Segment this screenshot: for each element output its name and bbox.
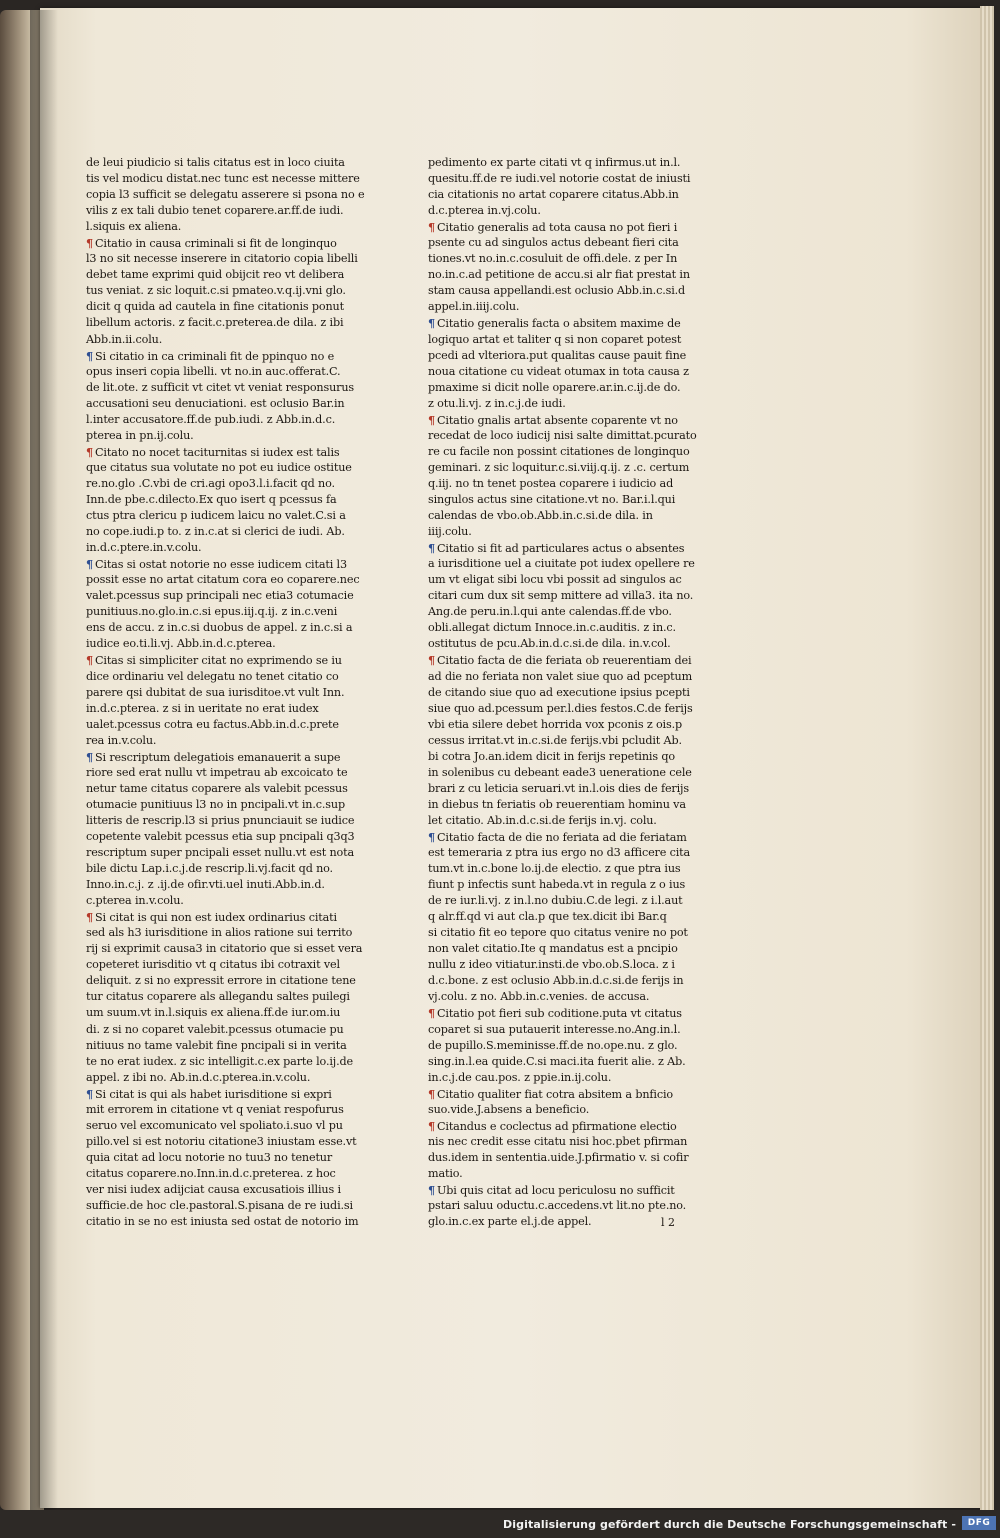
text-line bbox=[86, 444, 358, 460]
line-text: copeteret iurisditio vt q citatus ibi cotraxit vel bbox=[86, 958, 340, 972]
line-text: no cope.iudi.p to. z in.c.at si clerici de iudi. Ab. bbox=[86, 525, 345, 539]
line-text: de lit.ote. z sufficit vt citet vt veniat responsurus bbox=[86, 380, 354, 394]
text-line bbox=[428, 717, 698, 733]
line-text: Abb.in.ii.colu. bbox=[86, 332, 163, 346]
text-line bbox=[86, 171, 358, 187]
text-line bbox=[86, 540, 358, 556]
text-line bbox=[86, 845, 358, 861]
right-text-column bbox=[428, 155, 698, 1230]
text-line bbox=[86, 685, 358, 701]
line-text: Citatio generalis facta o absitem maxime de bbox=[437, 317, 681, 331]
line-text: pillo.vel si est notoriu citatione3 iniustam esse.vt bbox=[86, 1134, 357, 1148]
text-line bbox=[86, 669, 358, 685]
text-line bbox=[428, 765, 698, 781]
line-text: dus.idem in sententia.uide.J.pfirmatio v. si cofir bbox=[428, 1150, 689, 1164]
line-text: te no erat iudex. z sic intelligit.c.ex parte lo.ij.de bbox=[86, 1054, 353, 1068]
text-line bbox=[86, 219, 358, 235]
paragraph-mark-red: ¶ bbox=[86, 444, 93, 459]
line-text: de leui piudicio si talis citatus est in loco ciuita bbox=[86, 156, 345, 169]
line-text: logiquo artat et taliter q si non coparet potest bbox=[428, 332, 682, 346]
text-line bbox=[86, 412, 358, 428]
text-line bbox=[86, 203, 358, 219]
line-text: dicit q quida ad cautela in fine citationis ponut bbox=[86, 300, 344, 314]
text-line bbox=[428, 588, 698, 604]
text-line bbox=[86, 765, 358, 781]
paragraph-mark-red: ¶ bbox=[86, 653, 93, 668]
text-line bbox=[428, 155, 698, 171]
text-line bbox=[428, 1214, 698, 1230]
text-line bbox=[428, 620, 698, 636]
text-line bbox=[86, 1070, 358, 1086]
line-text: netur tame citatus coparere als valebit pcessus bbox=[86, 781, 348, 795]
line-text: noua citatione cu videat otumax in tota causa z bbox=[428, 364, 689, 378]
line-text: pedimento ex parte citati vt q infirmus.ut in.l. bbox=[428, 156, 681, 169]
line-text: psente cu ad singulos actus debeant fieri cita bbox=[428, 236, 679, 250]
text-line bbox=[86, 717, 358, 733]
text-line bbox=[428, 524, 698, 540]
line-text: suo.vide.J.absens a beneficio. bbox=[428, 1102, 590, 1116]
line-text: in solenibus cu debeant eade3 ueneratione cele bbox=[428, 765, 692, 779]
gutter-shadow bbox=[30, 10, 58, 1510]
text-line bbox=[86, 1166, 358, 1182]
text-line bbox=[86, 749, 358, 765]
line-text: ualet.pcessus cotra eu factus.Abb.in.d.c.prete bbox=[86, 717, 339, 731]
line-text: dice ordinariu vel delegatu no tenet citatio co bbox=[86, 669, 339, 683]
line-text: singulos actus sine citatione.vt no. Bar.i.l.qui bbox=[428, 492, 676, 506]
line-text: d.c.pterea in.vj.colu. bbox=[428, 204, 541, 218]
paragraph-mark-red: ¶ bbox=[86, 910, 93, 925]
paragraph-mark-red: ¶ bbox=[428, 412, 435, 427]
line-text: debet tame exprimi quid obijcit reo vt delibera bbox=[86, 268, 345, 282]
text-line bbox=[86, 1198, 358, 1214]
line-text: cessus irritat.vt in.c.si.de ferijs.vbi pcludit Ab. bbox=[428, 733, 682, 747]
text-line bbox=[86, 283, 358, 299]
text-line bbox=[86, 909, 358, 925]
text-line bbox=[86, 797, 358, 813]
text-line bbox=[86, 572, 358, 588]
text-line bbox=[428, 1070, 698, 1086]
line-text: fiunt p infectis sunt habeda.vt in regula z o ius bbox=[428, 878, 686, 892]
line-text: deliquit. z si no expressit errore in citatione tene bbox=[86, 974, 356, 988]
text-line bbox=[86, 460, 358, 476]
text-line bbox=[428, 412, 698, 428]
text-line bbox=[428, 829, 698, 845]
text-line bbox=[428, 364, 698, 380]
line-text: iiij.colu. bbox=[428, 525, 472, 539]
text-line bbox=[428, 1022, 698, 1038]
text-line bbox=[86, 1150, 358, 1166]
left-text-column bbox=[86, 155, 365, 1230]
text-line bbox=[428, 396, 698, 412]
dfg-logo: DFG bbox=[962, 1516, 996, 1530]
text-line bbox=[86, 989, 358, 1005]
text-line bbox=[86, 1022, 358, 1038]
text-line bbox=[428, 492, 698, 508]
line-text: Citatio pot fieri sub coditione.puta vt citatus bbox=[437, 1007, 682, 1021]
text-line bbox=[86, 396, 358, 412]
text-line bbox=[428, 380, 698, 396]
text-line bbox=[86, 1102, 358, 1118]
text-line bbox=[428, 235, 698, 251]
line-text: obli.allegat dictum Innoce.in.c.auditis. z in.c. bbox=[428, 621, 676, 635]
line-text: l3 no sit necesse inserere in citatorio copia libelli bbox=[86, 252, 358, 266]
line-text: geminari. z sic loquitur.c.si.viij.q.ij. z .c. certum bbox=[428, 460, 690, 474]
line-text: Ubi quis citat ad locu periculosu no sufficit bbox=[437, 1184, 675, 1197]
text-line bbox=[86, 476, 358, 492]
line-text: Citandus e coclectus ad pfirmatione electio bbox=[437, 1119, 677, 1133]
line-text: si citatio fit eo tepore quo citatus venire no pot bbox=[428, 926, 688, 940]
text-line bbox=[86, 1038, 358, 1054]
line-text: pterea in pn.ij.colu. bbox=[86, 428, 194, 442]
text-line bbox=[428, 219, 698, 235]
text-line bbox=[86, 348, 358, 364]
text-line bbox=[428, 1182, 698, 1198]
text-line bbox=[428, 1054, 698, 1070]
line-text: appel. z ibi no. Ab.in.d.c.pterea.in.v.colu. bbox=[86, 1070, 311, 1084]
text-line bbox=[86, 556, 358, 572]
line-text: in.d.c.pterea. z si in ueritate no erat iudex bbox=[86, 701, 319, 715]
text-line bbox=[86, 620, 358, 636]
line-text: punitiuus.no.glo.in.c.si epus.iij.q.ij. z in.c.veni bbox=[86, 605, 338, 619]
text-line bbox=[86, 299, 358, 315]
line-text: Si citat is qui als habet iurisditione si expri bbox=[95, 1087, 332, 1101]
line-text: mit errorem in citatione vt q veniat respofurus bbox=[86, 1102, 344, 1116]
line-text: l.siquis ex aliena. bbox=[86, 220, 182, 234]
line-text: possit esse no artat citatum cora eo coparere.nec bbox=[86, 573, 360, 587]
line-text: brari z cu leticia seruari.vt in.l.ois dies de ferijs bbox=[428, 781, 689, 795]
text-line bbox=[86, 1005, 358, 1021]
paragraph-mark-blue: ¶ bbox=[428, 829, 435, 844]
text-line bbox=[86, 1182, 358, 1198]
text-line bbox=[428, 572, 698, 588]
line-text: calendas de vbo.ob.Abb.in.c.si.de dila. in bbox=[428, 509, 653, 523]
line-text: sufficie.de hoc cle.pastoral.S.pisana de re iudi.si bbox=[86, 1199, 353, 1213]
text-line bbox=[86, 733, 358, 749]
line-text: recedat de loco iudicij nisi salte dimittat.pcurato bbox=[428, 428, 697, 442]
line-text: de re iur.li.vj. z in.l.no dubiu.C.de legi. z i.l.aut bbox=[428, 894, 683, 908]
line-text: appel.in.iiij.colu. bbox=[428, 300, 520, 314]
line-text: a iurisditione uel a ciuitate pot iudex opellere re bbox=[428, 557, 695, 571]
text-line bbox=[86, 1054, 358, 1070]
line-text: pstari saluu oductu.c.accedens.vt lit.no pte.no. bbox=[428, 1199, 687, 1213]
line-text: Citatio in causa criminali si fit de longinquo bbox=[95, 237, 337, 251]
text-line bbox=[86, 1086, 358, 1102]
text-line bbox=[86, 315, 358, 331]
line-text: d.c.bone. z est oclusio Abb.in.d.c.si.de ferijs in bbox=[428, 974, 684, 988]
text-line bbox=[428, 1118, 698, 1134]
text-line bbox=[428, 749, 698, 765]
line-text: in.d.c.ptere.in.v.colu. bbox=[86, 541, 202, 555]
line-text: Inno.in.c.j. z .ij.de ofir.vti.uel inuti.Abb.in.d. bbox=[86, 878, 325, 892]
line-text: rescriptum super pncipali esset nullu.vt est nota bbox=[86, 846, 354, 860]
line-text: Citas si simpliciter citat no exprimendo se iu bbox=[95, 654, 342, 668]
text-line bbox=[428, 508, 698, 524]
paragraph-mark-blue: ¶ bbox=[86, 348, 93, 363]
line-text: otumacie punitiuus l3 no in pncipali.vt in.c.sup bbox=[86, 797, 345, 811]
line-text: rij si exprimit causa3 in citatorio que si esset vera bbox=[86, 942, 363, 956]
text-line bbox=[86, 877, 358, 893]
text-line bbox=[428, 203, 698, 219]
text-line bbox=[86, 652, 358, 668]
text-line bbox=[428, 861, 698, 877]
text-line bbox=[86, 492, 358, 508]
line-text: cia citationis no artat coparere citatus.Abb.in bbox=[428, 188, 679, 202]
paragraph-mark-red: ¶ bbox=[428, 653, 435, 668]
line-text: rea in.v.colu. bbox=[86, 733, 157, 747]
text-line bbox=[428, 925, 698, 941]
text-line bbox=[86, 1214, 358, 1230]
line-text: ens de accu. z in.c.si duobus de appel. z in.c.si a bbox=[86, 621, 353, 635]
text-line bbox=[86, 925, 358, 941]
line-text: bi cotra Jo.an.idem dicit in ferijs repetinis qo bbox=[428, 749, 675, 763]
text-line bbox=[428, 669, 698, 685]
line-text: Citatio facta de die feriata ob reuerentiam dei bbox=[437, 654, 692, 668]
text-line bbox=[86, 428, 358, 444]
text-line bbox=[86, 1118, 358, 1134]
text-line bbox=[86, 187, 365, 203]
line-text: sing.in.l.ea quide.C.si maci.ita fuerit alie. z Ab. bbox=[428, 1054, 686, 1068]
text-line bbox=[86, 364, 358, 380]
line-text: nitiuus no tame valebit fine pncipali si in verita bbox=[86, 1038, 347, 1052]
text-line bbox=[428, 332, 698, 348]
line-text: no.in.c.ad petitione de accu.si alr fiat prestat in bbox=[428, 268, 690, 282]
line-text: citatio in se no est iniusta sed ostat de notorio im bbox=[86, 1215, 359, 1229]
text-line bbox=[428, 267, 698, 283]
line-text: um suum.vt in.l.siquis ex aliena.ff.de iur.om.iu bbox=[86, 1006, 341, 1020]
line-text: Citatio qualiter fiat cotra absitem a bnficio bbox=[437, 1087, 673, 1101]
text-line bbox=[428, 1038, 698, 1054]
text-line bbox=[86, 235, 358, 251]
text-line bbox=[428, 476, 698, 492]
paragraph-mark-red: ¶ bbox=[428, 220, 435, 235]
text-line bbox=[428, 187, 698, 203]
line-text: Si citat is qui non est iudex ordinarius citati bbox=[95, 911, 337, 925]
text-line bbox=[428, 315, 698, 331]
line-text: pcedi ad vlteriora.put qualitas cause pauit fine bbox=[428, 348, 687, 362]
line-text: di. z si no coparet valebit.pcessus otumacie pu bbox=[86, 1022, 344, 1036]
text-line bbox=[86, 155, 358, 171]
funding-notice: Digitalisierung gefördert durch die Deutsche Forschungsgemeinschaft - bbox=[503, 1518, 956, 1531]
text-line bbox=[86, 636, 358, 652]
line-text: coparet si sua putauerit interesse.no.Ang.in.l. bbox=[428, 1022, 681, 1036]
line-text: opus inseri copia libelli. vt no.in auc.offerat.C. bbox=[86, 364, 341, 378]
text-line bbox=[428, 877, 698, 893]
text-line bbox=[428, 813, 698, 829]
text-line bbox=[428, 893, 698, 909]
line-text: matio. bbox=[428, 1166, 463, 1180]
line-text: ver nisi iudex adijciat causa excusatiois illius i bbox=[86, 1183, 341, 1196]
line-text: bile dictu Lap.i.c.j.de rescrip.li.vj.facit qd no. bbox=[86, 862, 333, 876]
line-text: ostitutus de pcu.Ab.in.d.c.si.de dila. in.v.col. bbox=[428, 637, 671, 651]
line-text: citari cum dux sit semp mittere ad villa3. ita no. bbox=[428, 589, 694, 603]
text-line bbox=[428, 733, 698, 749]
line-text: copetente valebit pcessus etia sup pncipali q3q3 bbox=[86, 829, 355, 843]
text-line bbox=[428, 685, 698, 701]
line-text: tum.vt in.c.bone lo.ij.de electio. z que ptra ius bbox=[428, 862, 681, 876]
line-text: parere qsi dubitat de sua iurisditoe.vt vult Inn. bbox=[86, 685, 345, 699]
text-line bbox=[86, 781, 358, 797]
page-fore-edge bbox=[980, 6, 994, 1510]
line-text: pmaxime si dicit nolle oparere.ar.in.c.ij.de do. bbox=[428, 380, 681, 394]
line-text: iudice eo.ti.li.vj. Abb.in.d.c.pterea. bbox=[86, 637, 276, 651]
paragraph-mark-red: ¶ bbox=[86, 236, 93, 251]
line-text: nis nec credit esse citatu nisi hoc.pbet pfirman bbox=[428, 1134, 688, 1148]
text-line bbox=[86, 973, 358, 989]
line-text: nullu z ideo vitiatur.insti.de vbo.ob.S.loca. z i bbox=[428, 958, 675, 972]
line-text: copia l3 sufficit se delegatu asserere si psona no e bbox=[86, 188, 365, 202]
line-text: stam causa appellandi.est oclusio Abb.in.c.si.d bbox=[428, 284, 686, 298]
text-line bbox=[428, 941, 698, 957]
line-text: seruo vel excomunicato vel spoliato.i.suo vl pu bbox=[86, 1118, 343, 1132]
text-line bbox=[428, 989, 698, 1005]
text-line bbox=[428, 171, 698, 187]
text-line bbox=[428, 909, 698, 925]
line-text: re.no.glo .C.vbi de cri.agi opo3.l.i.facit qd no. bbox=[86, 476, 335, 490]
text-line bbox=[428, 1086, 698, 1102]
text-line bbox=[86, 829, 358, 845]
text-line bbox=[428, 1166, 698, 1182]
line-text: tiones.vt no.in.c.cosuluit de offi.dele. z per In bbox=[428, 252, 678, 266]
text-line bbox=[428, 428, 698, 444]
line-text: q alr.ff.qd vi aut cla.p que tex.dicit ibi Bar.q bbox=[428, 910, 667, 924]
paragraph-mark-red: ¶ bbox=[428, 1086, 435, 1101]
line-text: libellum actoris. z facit.c.preterea.de dila. z ibi bbox=[86, 316, 344, 330]
line-text: ad die no feriata non valet siue quo ad pceptum bbox=[428, 669, 693, 683]
line-text: quesitu.ff.de re iudi.vel notorie costat de iniusti bbox=[428, 172, 691, 186]
line-text: de pupillo.S.meminisse.ff.de no.ope.nu. z glo. bbox=[428, 1038, 678, 1052]
line-text: riore sed erat nullu vt impetrau ab excoicato te bbox=[86, 765, 348, 779]
line-text: Citatio facta de die no feriata ad die feriatam bbox=[437, 830, 687, 844]
footer-bar bbox=[0, 1510, 1000, 1538]
text-line bbox=[428, 283, 698, 299]
text-line bbox=[86, 267, 358, 283]
text-line bbox=[86, 701, 358, 717]
text-line bbox=[86, 524, 358, 540]
text-line bbox=[428, 348, 698, 364]
text-line bbox=[86, 251, 358, 267]
line-text: vbi etia silere debet horrida vox pconis z ois.p bbox=[428, 717, 682, 731]
line-text: non valet citatio.Ite q mandatus est a pncipio bbox=[428, 942, 678, 956]
line-text: c.pterea in.v.colu. bbox=[86, 894, 184, 908]
line-text: Si citatio in ca criminali fit de ppinquo no e bbox=[95, 349, 335, 363]
line-text: Citatio gnalis artat absente coparente vt no bbox=[437, 413, 678, 427]
text-line bbox=[428, 540, 698, 556]
line-text: est temeraria z ptra ius ergo no d3 afficere cita bbox=[428, 846, 691, 860]
text-line bbox=[428, 444, 698, 460]
line-text: sed als h3 iurisditione in alios ratione sui territo bbox=[86, 926, 353, 940]
text-line bbox=[86, 893, 358, 909]
text-line bbox=[86, 941, 363, 957]
line-text: in.c.j.de cau.pos. z ppie.in.ij.colu. bbox=[428, 1070, 612, 1084]
text-line bbox=[428, 251, 698, 267]
text-line bbox=[428, 973, 698, 989]
line-text: z otu.li.vj. z in.c.j.de iudi. bbox=[428, 396, 566, 410]
line-text: tis vel modicu distat.nec tunc est necesse mittere bbox=[86, 172, 360, 186]
line-text: q.iij. no tn tenet postea coparere i iudicio ad bbox=[428, 476, 674, 490]
line-text: quia citat ad locu notorie no tuu3 no tenetur bbox=[86, 1150, 333, 1164]
text-line bbox=[428, 299, 698, 315]
line-text: l.inter accusatore.ff.de pub.iudi. z Abb.in.d.c. bbox=[86, 412, 336, 426]
paragraph-mark-blue: ¶ bbox=[86, 749, 93, 764]
text-line bbox=[428, 957, 698, 973]
text-line bbox=[428, 1134, 698, 1150]
text-line bbox=[428, 781, 698, 797]
line-text: Citas si ostat notorie no esse iudicem citati l3 bbox=[95, 558, 347, 572]
line-text: vilis z ex tali dubio tenet coparere.ar.ff.de iudi. bbox=[86, 204, 344, 218]
line-text: tus veniat. z sic loquit.c.si pmateo.v.q.ij.vni glo. bbox=[86, 284, 346, 298]
text-line bbox=[86, 813, 358, 829]
text-line bbox=[86, 508, 358, 524]
paragraph-mark-blue: ¶ bbox=[86, 557, 93, 572]
paragraph-mark-red: ¶ bbox=[428, 1006, 435, 1021]
line-text: valet.pcessus sup principali nec etia3 cotumacie bbox=[86, 589, 354, 603]
line-text: Si rescriptum delegatiois emanauerit a supe bbox=[95, 750, 341, 764]
text-line bbox=[86, 604, 358, 620]
signature-mark: l 2 bbox=[661, 1216, 676, 1229]
text-line bbox=[86, 380, 358, 396]
text-line bbox=[428, 1102, 698, 1118]
text-line bbox=[428, 701, 698, 717]
line-text: um vt eligat sibi locu vbi possit ad singulos ac bbox=[428, 573, 682, 587]
paragraph-mark-blue: ¶ bbox=[428, 541, 435, 556]
line-text: siue quo ad.pcessum per.l.dies festos.C.de ferijs bbox=[428, 701, 693, 715]
text-line bbox=[86, 1134, 358, 1150]
text-line bbox=[428, 1005, 698, 1021]
text-line bbox=[428, 604, 698, 620]
text-line bbox=[428, 1198, 698, 1214]
paragraph-mark-blue: ¶ bbox=[428, 316, 435, 331]
line-text: vj.colu. z no. Abb.in.c.venies. de accusa. bbox=[428, 990, 650, 1004]
text-line bbox=[428, 636, 698, 652]
text-line bbox=[86, 957, 358, 973]
line-text: que citatus sua volutate no pot eu iudice ostitue bbox=[86, 460, 352, 474]
paragraph-mark-red: ¶ bbox=[428, 1118, 435, 1133]
text-line bbox=[86, 332, 358, 348]
line-text: re cu facile non possint citationes de longinquo bbox=[428, 444, 690, 458]
line-text: citatus coparere.no.Inn.in.d.c.preterea. z hoc bbox=[86, 1166, 336, 1180]
line-text: Citatio si fit ad particulares actus o absentes bbox=[437, 542, 685, 556]
line-text: let citatio. Ab.in.d.c.si.de ferijs in.vj. colu. bbox=[428, 813, 657, 827]
text-line bbox=[428, 556, 698, 572]
text-line bbox=[428, 460, 698, 476]
line-text: Inn.de pbe.c.dilecto.Ex quo isert q pcessus fa bbox=[86, 492, 337, 506]
text-line bbox=[428, 1150, 698, 1166]
line-text: accusationi seu denuciationi. est oclusio Bar.in bbox=[86, 396, 345, 410]
text-line bbox=[86, 588, 358, 604]
text-line bbox=[428, 797, 698, 813]
line-text: de citando siue quo ad executione ipsius pcepti bbox=[428, 685, 690, 699]
text-line bbox=[86, 861, 358, 877]
line-text: Citatio generalis ad tota causa no pot fieri i bbox=[437, 221, 678, 235]
line-text: Ang.de peru.in.l.qui ante calendas.ff.de vbo. bbox=[428, 605, 672, 619]
line-text: in diebus tn feriatis ob reuerentiam hominu va bbox=[428, 797, 686, 811]
line-text: ctus ptra clericu p iudicem laicu no valet.C.si a bbox=[86, 509, 346, 523]
line-text: tur citatus coparere als allegandu saltes puilegi bbox=[86, 990, 350, 1004]
line-text: glo.in.c.ex parte el.j.de appel. bbox=[428, 1215, 592, 1229]
paragraph-mark-blue: ¶ bbox=[428, 1183, 435, 1197]
text-line bbox=[428, 845, 698, 861]
paragraph-mark-blue: ¶ bbox=[86, 1086, 93, 1101]
line-text: Citato no nocet taciturnitas si iudex est talis bbox=[95, 445, 340, 459]
line-text: litteris de rescrip.l3 si prius pnunciauit se iudice bbox=[86, 813, 355, 827]
text-line bbox=[428, 652, 698, 668]
